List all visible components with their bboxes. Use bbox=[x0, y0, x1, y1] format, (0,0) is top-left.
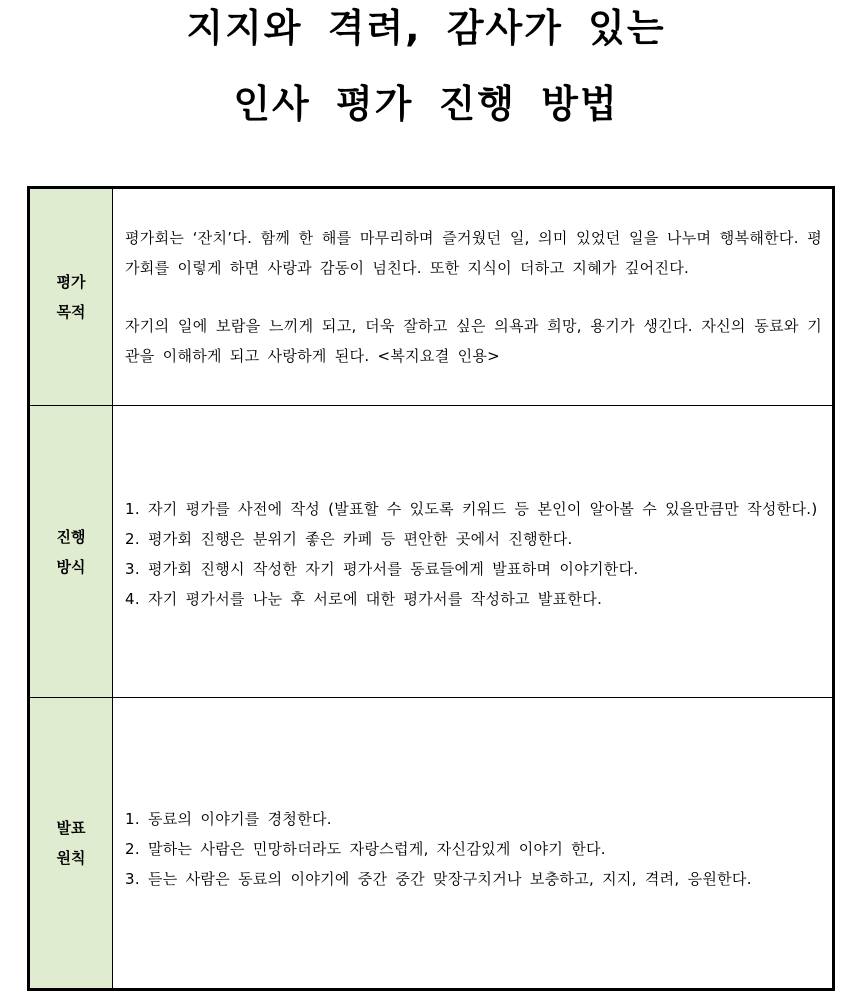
row-label-line: 목적 bbox=[56, 303, 86, 321]
table-row-purpose bbox=[29, 188, 834, 406]
row-content-principle bbox=[113, 698, 834, 990]
row-label-principle bbox=[29, 698, 113, 990]
row-label-line: 진행 bbox=[56, 527, 86, 546]
method-list-item: 3. 평가회 진행시 작성한 자기 평가서를 동료들에게 발표하며 이야기한다. bbox=[125, 559, 639, 578]
document-title bbox=[0, 8, 852, 124]
title-line-1: 지지와 격려, 감사가 있는 bbox=[186, 6, 666, 50]
method-list-item: 4. 자기 평가서를 나눈 후 서로에 대한 평가서를 작성하고 발표한다. bbox=[125, 589, 603, 608]
row-label-line: 발표 bbox=[56, 819, 86, 837]
method-list-item: 2. 평가회 진행은 분위기 좋은 카페 등 편안한 곳에서 진행한다. bbox=[125, 529, 573, 548]
principle-list-item: 3. 듣는 사람은 동료의 이야기에 중간 중간 맞장구치거나 보충하고, 지지, 격려, 응원한다. bbox=[125, 870, 752, 888]
row-label-purpose bbox=[29, 188, 113, 406]
row-label-line: 원칙 bbox=[56, 849, 86, 867]
principle-list-item: 1. 동료의 이야기를 경청한다. bbox=[125, 810, 332, 828]
purpose-paragraph: 평가회는 ‘잔치’다. 함께 한 해를 마무리하며 즐거웠던 일, 의미 있었던 일을 나누며 행복해한다. 평가회를 이렇게 하면 사랑과 감동이 넘친다. 또한 지식이 더하고 지혜가 깊어진다. bbox=[125, 229, 822, 277]
row-label-method bbox=[29, 406, 113, 698]
title-line-2: 인사 평가 진행 방법 bbox=[233, 82, 619, 126]
row-content-method bbox=[113, 406, 834, 698]
row-label-line: 방식 bbox=[56, 557, 86, 576]
table-row-method bbox=[29, 406, 834, 698]
purpose-paragraph: 자기의 일에 보람을 느끼게 되고, 더욱 잘하고 싶은 의욕과 희망, 용기가 생긴다. 자신의 동료와 기관을 이해하게 되고 사랑하게 된다. <복지요결 인용> bbox=[125, 317, 822, 365]
principle-list-item: 2. 말하는 사람은 민망하더라도 자랑스럽게, 자신감있게 이야기 한다. bbox=[125, 840, 606, 858]
row-label-line: 평가 bbox=[56, 273, 86, 291]
table-row-principle bbox=[29, 698, 834, 990]
method-list-item: 1. 자기 평가를 사전에 작성 (발표할 수 있도록 키워드 등 본인이 알아볼 수 있을만큼만 작성한다.) bbox=[125, 499, 818, 518]
evaluation-table bbox=[27, 186, 835, 991]
row-content-purpose bbox=[113, 188, 834, 406]
